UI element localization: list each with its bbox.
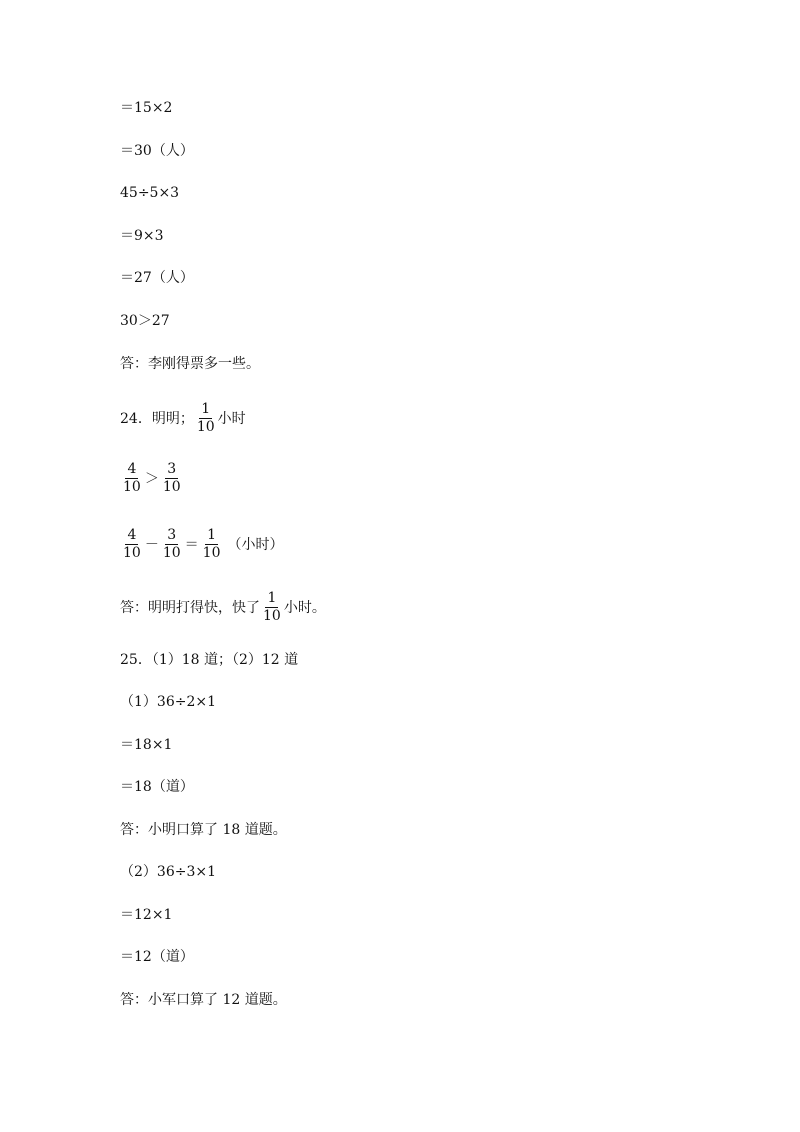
calc-line: ＝18×1 (120, 737, 173, 753)
greater-than-sign: ＞ (144, 471, 159, 487)
calc-line: 30＞27 (120, 313, 170, 329)
calc-line: 45÷5×3 (120, 185, 180, 201)
calc-line: ＝30（人） (120, 143, 194, 159)
fraction-numerator: 1 (267, 589, 277, 606)
fraction-numerator: 4 (127, 460, 137, 477)
calc-line: ＝15×2 (120, 100, 173, 116)
fraction (121, 527, 143, 562)
calc-line: ＝18（道） (120, 779, 194, 795)
fraction-numerator: 3 (167, 526, 177, 543)
subtraction-line (120, 522, 283, 566)
fraction (261, 590, 283, 625)
fraction-numerator: 1 (207, 526, 217, 543)
fraction-numerator: 3 (167, 460, 177, 477)
minus-sign: － (144, 537, 159, 553)
calc-line: （1）36÷2×1 (120, 694, 216, 710)
equals-sign: ＝ (184, 537, 199, 553)
comparison-line (120, 456, 184, 500)
unit-text: （小时） (227, 537, 284, 553)
fraction (161, 461, 183, 496)
answer-line: 答：小明口算了 18 道题。 (120, 822, 287, 838)
calc-line: （2）36÷3×1 (120, 864, 216, 880)
answer-24-prefix: 答：明明打得快，快了 (120, 600, 260, 616)
answer-24-line (120, 585, 326, 629)
fraction-denominator: 10 (162, 478, 181, 495)
fraction-denominator: 10 (162, 544, 181, 561)
answer-line: 答：李刚得票多一些。 (120, 356, 260, 372)
fraction-numerator: 4 (127, 526, 137, 543)
fraction (195, 401, 217, 436)
question-24-heading (120, 396, 246, 440)
fraction (201, 527, 223, 562)
answer-line: 答：小军口算了 12 道题。 (120, 992, 287, 1008)
fraction-denominator: 10 (202, 544, 221, 561)
q24-prefix: 24．明明； (120, 411, 194, 427)
calc-line: ＝12（道） (120, 949, 194, 965)
fraction (121, 461, 143, 496)
fraction (161, 527, 183, 562)
q24-suffix: 小时 (217, 411, 246, 427)
calc-line: ＝12×1 (120, 907, 173, 923)
fraction-denominator: 10 (123, 544, 141, 561)
answer-24-suffix: 小时。 (283, 600, 326, 616)
question-25-heading: 25．（1）18 道；（2）12 道 (120, 652, 299, 668)
fraction-denominator: 10 (263, 607, 281, 624)
fraction-numerator: 1 (201, 400, 211, 417)
fraction-denominator: 10 (196, 418, 215, 435)
calc-line: ＝27（人） (120, 270, 194, 286)
fraction-denominator: 10 (123, 478, 141, 495)
calc-line: ＝9×3 (120, 228, 164, 244)
